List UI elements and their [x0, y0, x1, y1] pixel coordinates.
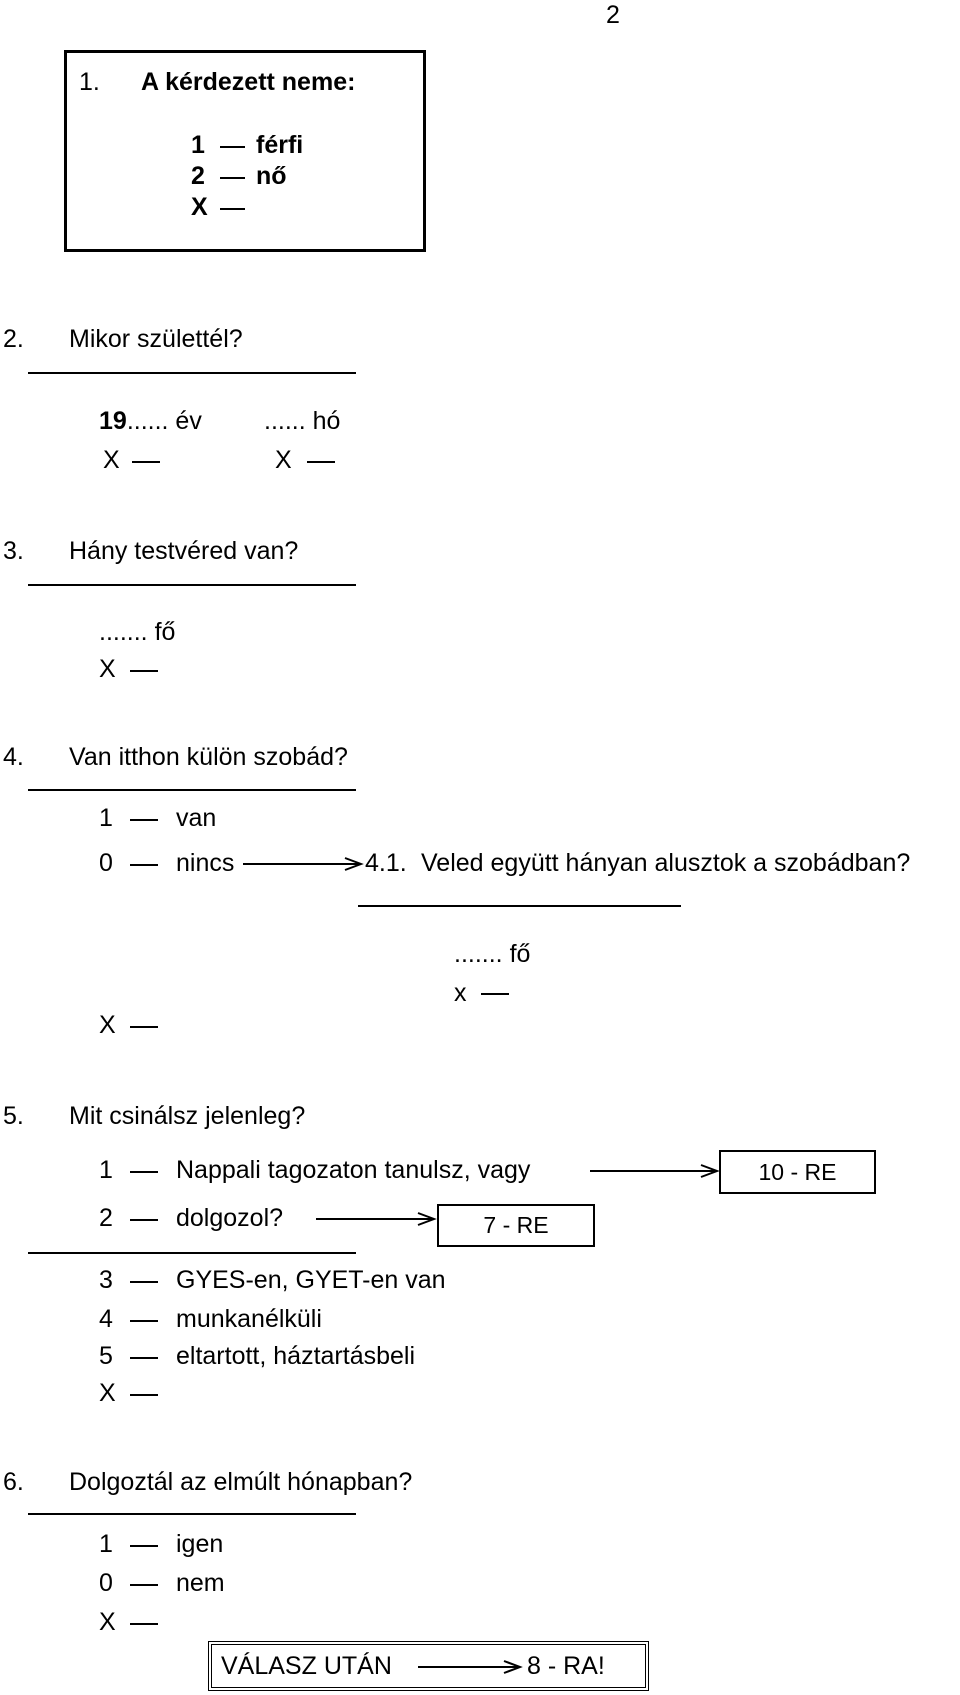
q6-after-text: VÁLASZ UTÁN	[221, 1652, 392, 1680]
q1-dash	[220, 146, 245, 148]
q5-option-code: 5	[99, 1342, 113, 1370]
q6-option-code: 0	[99, 1569, 113, 1597]
q4-question: Van itthon külön szobád?	[69, 743, 348, 771]
q1-number: 1.	[79, 68, 100, 96]
q1-option-code: 1	[191, 131, 205, 159]
q5-x-code: X	[99, 1379, 116, 1407]
q3-number: 3.	[3, 537, 24, 565]
q1-dash	[220, 177, 245, 179]
q6-dash	[130, 1584, 158, 1586]
q6-question: Dolgoztál az elmúlt hónapban?	[69, 1468, 413, 1496]
q6-option-label: nem	[176, 1569, 225, 1597]
q2-x-code: X	[103, 446, 120, 474]
q6-number: 6.	[3, 1468, 24, 1496]
q3-count-field: ....... fő	[99, 618, 176, 646]
q5-skip-arrow-icon	[590, 1163, 720, 1179]
q4-underline	[28, 789, 356, 791]
q1-option-code: 2	[191, 162, 205, 190]
q5-option-label: GYES-en, GYET-en van	[176, 1266, 446, 1294]
q5-option-code: 2	[99, 1204, 113, 1232]
q1-option-code: X	[191, 193, 208, 221]
q4-1-question: Veled együtt hányan alusztok a szobádban?	[421, 849, 911, 877]
q6-dash	[130, 1545, 158, 1547]
q4-option-label: nincs	[176, 849, 235, 877]
q4-1-number: 4.1.	[365, 849, 407, 877]
q5-dash	[130, 1281, 158, 1283]
q2-number: 2.	[3, 325, 24, 353]
q2-underline	[28, 372, 356, 374]
q4-1-dash	[481, 993, 509, 995]
q5-dash	[130, 1320, 158, 1322]
q5-option-code: 3	[99, 1266, 113, 1294]
q5-skip-box-7: 7 - RE	[437, 1204, 595, 1247]
q5-option-label: munkanélküli	[176, 1305, 322, 1333]
q6-option-label: igen	[176, 1530, 224, 1558]
q6-option-code: 1	[99, 1530, 113, 1558]
q2-dash	[307, 461, 335, 463]
q2-question: Mikor születtél?	[69, 325, 243, 353]
q5-dash	[130, 1357, 158, 1359]
q5-dash	[130, 1171, 158, 1173]
q1-dash	[220, 208, 245, 210]
q4-dash	[130, 819, 158, 821]
q4-dash	[130, 1026, 158, 1028]
q3-dash	[130, 670, 158, 672]
q4-option-code: 0	[99, 849, 113, 877]
q4-number: 4.	[3, 743, 24, 771]
q5-option-code: 4	[99, 1305, 113, 1333]
q2-year-field: 19...... év	[99, 407, 202, 435]
q3-question: Hány testvéred van?	[69, 537, 299, 565]
q4-skip-arrow-icon	[243, 856, 363, 872]
q5-option-label: eltartott, háztartásbeli	[176, 1342, 416, 1370]
q5-dash	[130, 1219, 158, 1221]
q3-underline	[28, 584, 356, 586]
q5-option-label: dolgozol?	[176, 1204, 284, 1232]
q5-option-code: 1	[99, 1156, 113, 1184]
q4-option-label: van	[176, 804, 217, 832]
q5-question: Mit csinálsz jelenleg?	[69, 1102, 306, 1130]
q6-x-code: X	[99, 1608, 116, 1636]
q4-x-code: X	[99, 1011, 116, 1039]
q5-skip-box-10: 10 - RE	[719, 1150, 876, 1194]
q4-1-x-code: x	[454, 979, 467, 1007]
q1-option-label: férfi	[256, 131, 304, 159]
q2-month-field: ...... hó	[264, 407, 341, 435]
q5-dash	[130, 1394, 158, 1396]
page-number: 2	[606, 1, 620, 29]
q6-dash	[130, 1623, 158, 1625]
q4-option-code: 1	[99, 804, 113, 832]
q5-option-label: Nappali tagozaton tanulsz, vagy	[176, 1156, 531, 1184]
q1-question: A kérdezett neme:	[141, 68, 356, 96]
q4-1-underline	[358, 905, 681, 907]
q4-dash	[130, 864, 158, 866]
q5-skip-arrow-icon	[316, 1211, 436, 1227]
q1-option-label: nő	[256, 162, 287, 190]
q6-underline	[28, 1513, 356, 1515]
q5-underline	[28, 1252, 356, 1254]
q6-skip-arrow-icon	[418, 1659, 523, 1675]
q2-x-code: X	[275, 446, 292, 474]
q6-after-target: 8 - RA!	[527, 1652, 605, 1680]
q2-dash	[132, 461, 160, 463]
q4-1-count-field: ....... fő	[454, 940, 531, 968]
q3-x-code: X	[99, 655, 116, 683]
q5-number: 5.	[3, 1102, 24, 1130]
